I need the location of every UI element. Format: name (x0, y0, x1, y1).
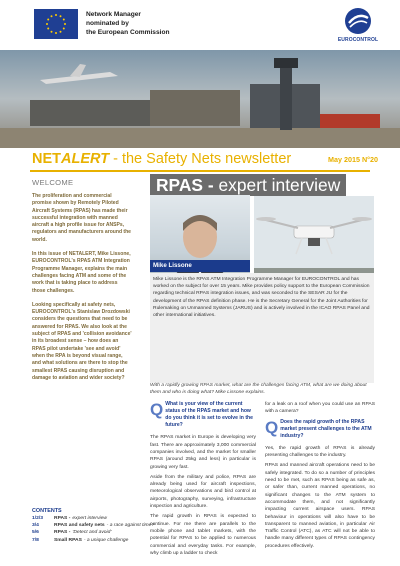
answer-paragraph: Yes, the rapid growth of RPAS is already presenting challenges to the industry. (265, 445, 375, 459)
contents-item-title: Small RPAS (54, 537, 82, 543)
contents-pages: 7/8 (32, 537, 39, 543)
flag-star (60, 15, 62, 17)
newsletter-title-bar (0, 150, 400, 172)
contents-item-title: RPAS - (54, 516, 71, 521)
title-rule (30, 170, 370, 172)
flag-star (51, 15, 53, 17)
headline-rest: expert interview (213, 175, 341, 195)
article-column-1 (150, 400, 256, 556)
org-line-2: nominated by (86, 20, 129, 27)
flag-star (63, 19, 65, 21)
title-rest: - the Safety Nets newsletter (109, 151, 292, 167)
flag-star (55, 32, 57, 34)
nominated-text (86, 10, 170, 37)
flag-star (47, 28, 49, 30)
page-header (0, 0, 400, 48)
welcome-paragraph: Looking specifically at safety nets, EUROCONTROL's Stanislaw Drozdowski considers the questions that need to be answered for RPAS. We also look at the subject of RPAS and 'collision avoidance' in its broadest sense – how does an RPAS pilot undertake 'see and avoid' when the RPA is beyond visual range, and what solutions are there to stop the smallest RPAS causing disruption and damage to aviation and wider society? (32, 301, 132, 381)
contents-pages: 1/2/3 (32, 516, 43, 521)
answer-paragraph: The RPAS market in Europe is developing very fast. There are approximately 3,000 commercial companies involved, and the market for smaller RPAS (around 25kg and less) in particular is growing very fast. (150, 435, 256, 470)
article-headline (150, 174, 346, 196)
answer-paragraph: RPAS and manned aircraft operations need to be safely integrated. To do so a number of principles need to be met, such as RPAS being as safe as, or safer than, current manned operations, no significant changes to the ATM system to accommodate them, and not significantly impacting current airspace users. RPAS behaviour in operations will also have to be transparent to manned aviation, in particular Air Traffic Control (ATC), as ATC will not be able to handle many different types of RPAS contingency procedures effectively. (265, 463, 375, 549)
interviewee-name-bar: Mike Lissone (150, 260, 250, 272)
welcome-paragraph: The proliferation and commercial promise shown by Remotely Piloted Aircraft Systems (RPAS) has made their successful integration with manned aircraft a high profile issue for ANSPs, regulators and manufacturers around the world. (32, 193, 131, 243)
headline-bold: RPAS - (156, 175, 214, 195)
question-mark-glyph: Q (265, 417, 279, 437)
contents-item[interactable] (32, 522, 372, 529)
eurocontrol-logo-text: EUROCONTROL (337, 37, 379, 43)
hero-airport-image (0, 50, 400, 148)
contents-box (32, 508, 372, 544)
answer-paragraph: Aside from the military and police, RPAS are already being used for aircraft inspections, meteorological observations and bird control at airports, photography, surveying, infrastructure inspection and agriculture. (150, 474, 256, 510)
question-2-text: Does the rapid growth of the RPAS market present challenges to the ATM industry? (280, 418, 372, 439)
flag-star (63, 28, 65, 30)
flag-star (64, 23, 66, 25)
brand-suffix: ALERT (61, 151, 110, 167)
question-2 (265, 419, 375, 440)
contents-item-title: RPAS - (54, 530, 71, 536)
contents-item-title: RPAS and safety nets (54, 523, 105, 529)
contents-item-subtitle: expert interview (72, 516, 107, 521)
flag-star (55, 14, 57, 16)
answer-paragraph: for a leak on a roof when you could use an RPAS with a camera? (265, 402, 375, 415)
contents-item[interactable] (32, 529, 372, 536)
contents-item[interactable] (32, 515, 372, 522)
brand-prefix: NET (32, 151, 61, 167)
contents-title: CONTENTS (32, 508, 62, 514)
contents-pages: 3/4 (32, 523, 39, 529)
eu-flag-logo (34, 9, 78, 39)
flag-star (47, 19, 49, 21)
org-line-3: the European Commission (86, 29, 170, 36)
flag-star (51, 31, 53, 33)
newsletter-title (32, 151, 291, 167)
issue-date: May 2015 N°20 (328, 155, 379, 164)
welcome-heading: WELCOME (32, 178, 74, 187)
welcome-column (32, 178, 132, 496)
contents-item[interactable] (32, 537, 372, 544)
flag-star (46, 23, 48, 25)
eurocontrol-logo (334, 6, 382, 48)
question-1-text: What is your view of the current status of the RPAS market and how do you think it is set to evolve in the future? (165, 401, 253, 429)
article-intro: With a rapidly growing RPAS market, what are the challenges facing ATM, what are we doing about them and who is doing what? Mike Lissone explains. (150, 383, 367, 396)
answer-paragraph: The rapid growth in RPAS is expected to continue. For me there are parallels to the mobile phone and tablet markets, with the potential for RPAS to be applied to numerous commercial and everyday tasks. For example, why climb up a ladder to check (150, 514, 256, 556)
contents-item-subtitle: - a unique challenge (83, 537, 129, 543)
interviewee-bio: Mike Lissone is the RPAS ATM Integration Programme Manager for EUROCONTROL and has worked on the subject for over 15 years. Mike provides policy support to the European Commission regarding technical RPAS integration issues, and was seconded to the SESAR JU for the development of the RPAS definition phase. He is the Secretary General for the Joint Authorities for Rulemaking on Unmanned Systems (JARUS) and is actively involved in the ICAO RPAS Panel and other international initiatives. (150, 273, 374, 383)
question-mark-glyph: Q (150, 400, 164, 419)
question-1 (150, 401, 256, 429)
contents-item-subtitle: - a race against time? (106, 523, 155, 529)
flag-star (60, 31, 62, 33)
article-column-2 (265, 401, 375, 549)
contents-pages: 5/6 (32, 530, 39, 536)
contents-item-subtitle: 'Detect and avoid' (72, 530, 112, 536)
org-line-1: Network Manager (86, 11, 141, 18)
welcome-paragraph: In this issue of NETALERT, Mike Lissone, EUROCONTROL's RPAS ATM Integration Programme Manager, explains the main challenges facing ATM and some of the work that is taking place to address those challenges. (32, 251, 131, 294)
